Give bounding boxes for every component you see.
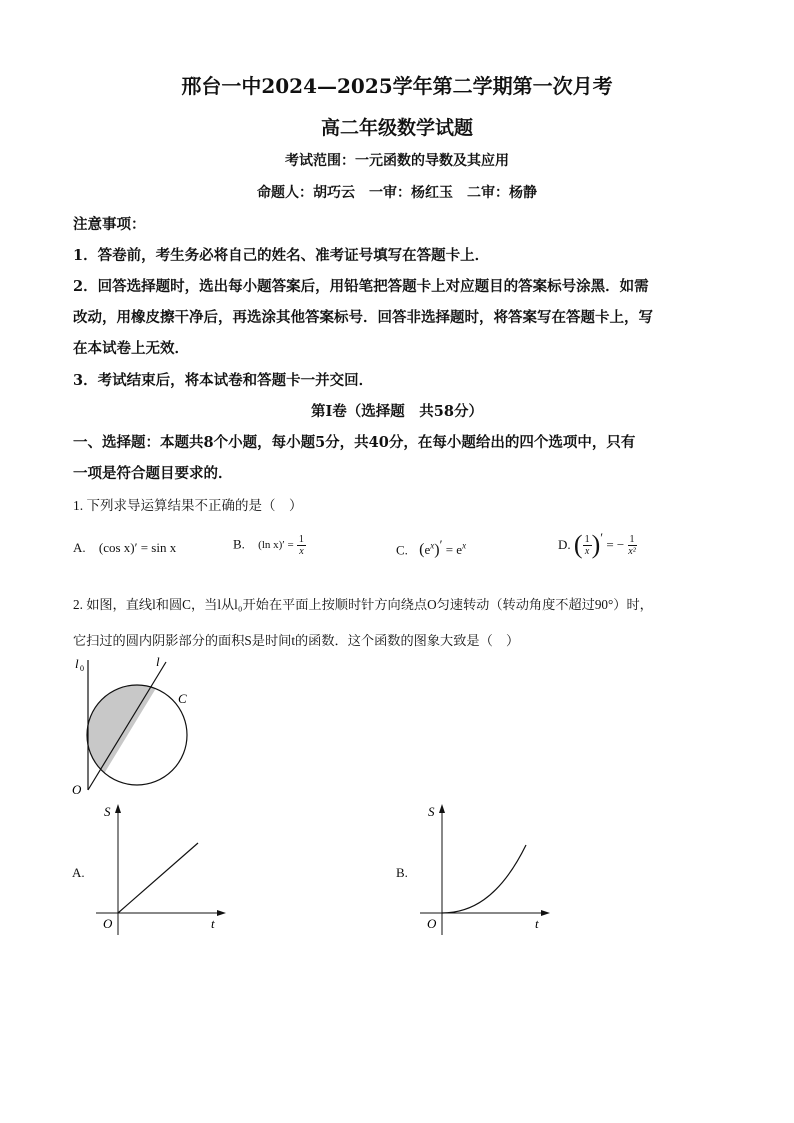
q1-option-d-label: D. [558,537,571,552]
q1-option-d-fraction [583,534,592,557]
q1-option-d-rhs-numerator: 1 [629,533,635,545]
q1-option-b-fraction [297,534,306,557]
label-l: l [156,654,160,669]
y-axis-arrow [115,804,121,813]
q2-stem-line-2: 它扫过的圆内阴影部分的面积S是时间t的函数．这个函数的图象大致是（ ） [73,633,520,648]
q1-option-d-rhs-denominator: x² [628,545,636,557]
q2-option-b-label: B. [396,865,408,880]
note-2-line-2: 改动，用橡皮擦干净后，再选涂其他答案标号．回答非选择题时，将答案写在答题卡上，写 [73,309,653,326]
x-axis-arrow [541,910,550,916]
q1-option-a [73,540,176,556]
origin-label: O [103,916,113,931]
q2-figure [60,650,210,800]
q2-option-a-graph [90,800,240,940]
q1-option-d-denominator: x [584,545,590,557]
exam-title: 邢台一中2024—2025学年第二学期第一次月考 [181,74,613,98]
origin-label: O [427,916,437,931]
exam-authors: 命题人：胡巧云 一审：杨红玉 二审：杨静 [257,185,537,201]
x-axis-arrow [217,910,226,916]
note-3: 3．考试结束后，将本试卷和答题卡一并交回． [73,372,374,389]
q1-option-c-exp-1: x [430,541,435,551]
q2-stem-line-1: 2. 如图，直线l和圆C，当l从l₀开始在平面上按顺时针方向绕点O匀速转动（转动角度不超过90°）时， [73,597,653,612]
q1-option-b-label: B. [233,536,245,552]
axis-s-label: S [104,804,111,819]
note-1: 1．答卷前，考生务必将自己的姓名、准考证号填写在答题卡上． [73,247,490,264]
axis-s-label: S [428,804,435,819]
part1-heading: 第Ⅰ卷（选择题 共58分） [311,403,483,420]
q1-stem: 1. 下列求导运算结果不正确的是（ ） [73,498,303,513]
exam-scope: 考试范围：一元函数的导数及其应用 [285,153,509,169]
label-l0: l [75,656,79,671]
q1-option-a-label: A. [73,540,86,555]
axis-t-label: t [211,916,215,931]
q2-option-b-graph [414,800,564,940]
q1-option-d-numerator: 1 [584,533,590,545]
label-c: C [178,691,187,706]
q1-option-c-label: C. [396,542,408,558]
q1-option-b-lhs: (ln x)′ = [258,539,294,552]
q1-option-c-exp-2: x [462,541,467,551]
graph-a-curve [118,843,198,913]
section-instructions-line-2: 一项是符合题目要求的． [73,465,233,482]
y-axis-arrow [439,804,445,813]
shaded-region [88,650,180,800]
q1-option-b-denominator: x [299,546,304,557]
axis-t-label: t [535,916,539,931]
q1-option-b [233,534,306,557]
exam-subtitle: 高二年级数学试题 [320,117,473,139]
label-o: O [72,782,82,797]
graph-b-curve [442,845,526,913]
q2-option-a-label: A. [72,865,85,880]
notes-heading: 注意事项： [73,216,146,233]
note-2-line-3: 在本试卷上无效． [73,340,189,357]
q1-option-b-numerator: 1 [298,534,304,545]
q1-option-d: D. ( $\frac{1}{x}$ )′ = − $\frac{1}{\text{x²}}$ [558,530,636,559]
q1-option-d-rhs-fraction [628,534,637,557]
q1-option-c: C. $(e^x)' = e^x$ [396,537,467,559]
q1-option-a-expr: (cos x)′ = sin x [98,540,177,555]
note-2-line-1: 2．回答选择题时，选出每小题答案后，用铅笔把答题卡上对应题目的答案标号涂黑．如需 [73,278,649,295]
section-instructions-line-1: 一、选择题：本题共8个小题，每小题5分，共40分，在每小题给出的四个选项中，只有 [73,434,636,451]
label-l0-sub: 0 [80,664,84,673]
q1-option-d-eq: = − [606,537,625,552]
